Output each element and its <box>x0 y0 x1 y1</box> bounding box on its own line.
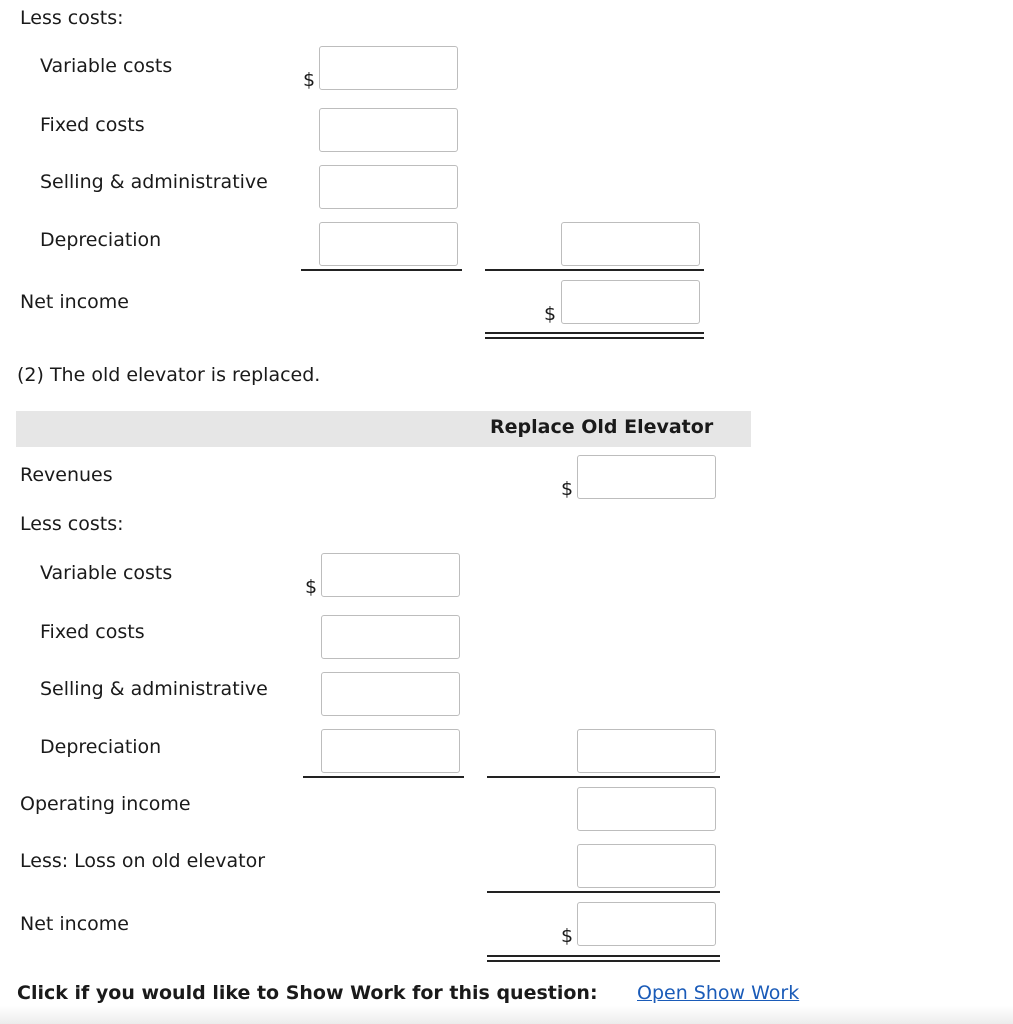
operating-income-label: Operating income <box>20 793 191 815</box>
less-costs-label: Less costs: <box>20 7 124 29</box>
s2-operating-income-input[interactable] <box>577 787 716 831</box>
s1-net-income-input[interactable] <box>561 280 700 324</box>
net-income-label: Net income <box>20 913 129 935</box>
subtotal-rule <box>485 269 704 271</box>
fixed-costs-label: Fixed costs <box>40 114 145 136</box>
s1-total-costs-input[interactable] <box>561 222 700 266</box>
s1-selling-admin-input[interactable] <box>319 165 458 209</box>
net-income-label: Net income <box>20 291 129 313</box>
subtotal-rule <box>301 269 462 271</box>
s2-total-costs-input[interactable] <box>577 729 716 773</box>
page-bottom-edge <box>0 1006 1013 1024</box>
currency-symbol: $ <box>561 925 574 947</box>
depreciation-label: Depreciation <box>40 736 162 758</box>
currency-symbol: $ <box>303 69 316 91</box>
show-work-prompt: Click if you would like to Show Work for this question: <box>17 982 598 1004</box>
total-double-rule <box>487 955 720 962</box>
s2-depreciation-input[interactable] <box>321 729 460 773</box>
s2-loss-input[interactable] <box>577 844 716 888</box>
selling-admin-label: Selling & administrative <box>40 171 268 193</box>
s2-variable-costs-input[interactable] <box>321 553 460 597</box>
s2-revenues-input[interactable] <box>577 455 716 499</box>
subtotal-rule <box>487 776 720 778</box>
section-heading: (2) The old elevator is replaced. <box>17 364 321 386</box>
s2-selling-admin-input[interactable] <box>321 672 460 716</box>
column-header: Replace Old Elevator <box>490 416 714 438</box>
s2-net-income-input[interactable] <box>577 902 716 946</box>
less-costs-label: Less costs: <box>20 513 124 535</box>
subtotal-rule <box>487 891 720 893</box>
open-show-work-link[interactable]: Open Show Work <box>637 982 800 1004</box>
s1-variable-costs-input[interactable] <box>319 46 458 90</box>
variable-costs-label: Variable costs <box>40 55 173 77</box>
currency-symbol: $ <box>561 478 574 500</box>
total-double-rule <box>485 332 704 339</box>
subtotal-rule <box>303 776 464 778</box>
fixed-costs-label: Fixed costs <box>40 621 145 643</box>
selling-admin-label: Selling & administrative <box>40 678 268 700</box>
s1-fixed-costs-input[interactable] <box>319 108 458 152</box>
loss-on-old-elevator-label: Less: Loss on old elevator <box>20 850 266 872</box>
s2-fixed-costs-input[interactable] <box>321 615 460 659</box>
s1-depreciation-input[interactable] <box>319 222 458 266</box>
currency-symbol: $ <box>305 576 318 598</box>
revenues-label: Revenues <box>20 464 113 486</box>
depreciation-label: Depreciation <box>40 229 162 251</box>
currency-symbol: $ <box>544 303 557 325</box>
variable-costs-label: Variable costs <box>40 562 173 584</box>
